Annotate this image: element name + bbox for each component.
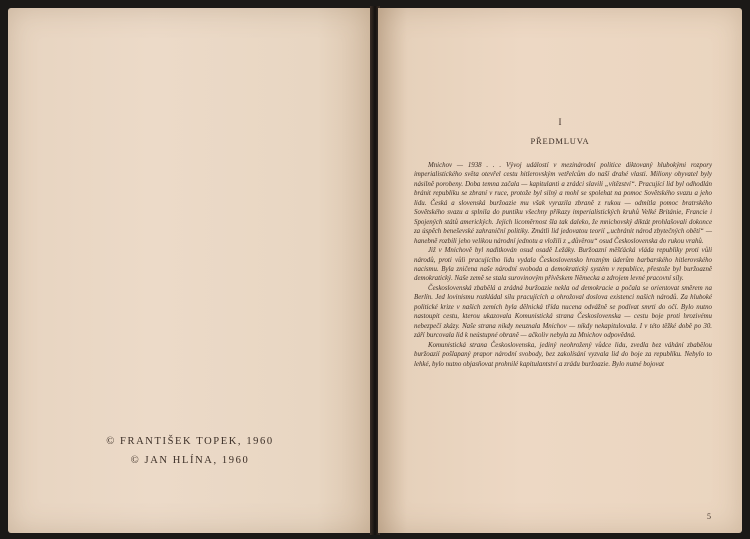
copyright-line-2: © JAN HLÍNA, 1960 xyxy=(130,455,250,466)
right-page xyxy=(378,8,742,533)
page-number: 5 xyxy=(707,512,711,521)
left-page xyxy=(8,8,372,533)
paragraph-3: Československá zbabělá a zrádná buržoazie nekla od demokracie a počala se orientovat směrem na Berlín. Jed lovinismu rozkládal sílu pracujících a ohrožoval doslova existenci našich národů. Za hluboké politické krize v našich zemích byla dělnická třída nucena odvážně se podívat smrti do očí. Bylo nutno nastoupit cestu, kterou ukazovala Komunistická strana Československa — cestu boje proti hrozivému nebezpečí zkázy. Naše strana nikdy neuznala Mnichov — nikdy nekapitulovala. I v této těžké době po 30. září burcovala lid k neústupné obraně — ačkoliv nebyla za Mnichov odpovědná. xyxy=(414,284,712,340)
paragraph-2: Již v Mnichově byl naditkován osud osadě Ležáky. Buržoazní měšťácká vláda republiky proti vůli národů, proti vůli pracujícího lidu vydala Československo hrozným úderům barbarského hitlerovského nacismu. Byla zničena naše národní svoboda a demokratický systém v republice, přestože byl buržoazně demokratický. Naše země se stala surovinovým přívěskem Německa a zdrojem levné pracovní síly. xyxy=(414,247,712,283)
paragraph-4: Komunistická strana Československa, jediný neohrožený vůdce lidu, zvedla bez váhání zbabělou buržoazií pošlapaný prapor národní svobody, bez zakolísání vyzvala lid do boje za republiku. Nebylo to lehké, bylo nutno objasňovat prohnilé kapitulantství a zrádu buržoazie. Bylo nutné bojovat xyxy=(414,341,712,368)
chapter-title: PŘEDMLUVA xyxy=(530,136,590,146)
paragraph-1: Mnichov — 1938 . . . Vývoj událostí v mezinárodní politice diktovaný hlubokými rozpory imperialistického světa otevřel cestu hitlerovským vetřelcům do naší drahé vlasti. Miliony obyvatel byly násilně porobeny. Doba temna začala — kapitulanti a zrádci slavili „vítězství“. Pracující lid byl odhodlán bránit republiku se zbraní v ruce, protože byl silný a mohl se spolehat na pomoc Sovětského svazu a jeho lidu. Česká a slovenská buržoazie mu však vyrazila zbraně z rukou — odmítla pomoc bratrského Sovětského svazu a splnila do puntíku všechny příkazy imperialistických kruhů Velké Británie, Francie i Spojených států amerických. Jejich licoměrnost šla tak daleko, že mnichovský diktát prohlašovali dokonce za úspěch beneševské zahraniční politiky. Zmátli lid jedovatou teorií „ucbránit národ zbytečných obětí“ — hanebně rozbili jeho velikou národní jednotu a vložili z „důvěrou“ osud Československa do rukou vrahů. xyxy=(414,162,712,245)
body-text xyxy=(414,161,712,369)
chapter-number: I xyxy=(558,117,562,127)
copyright-line-1: © FRANTIŠEK TOPEK, 1960 xyxy=(106,436,274,447)
